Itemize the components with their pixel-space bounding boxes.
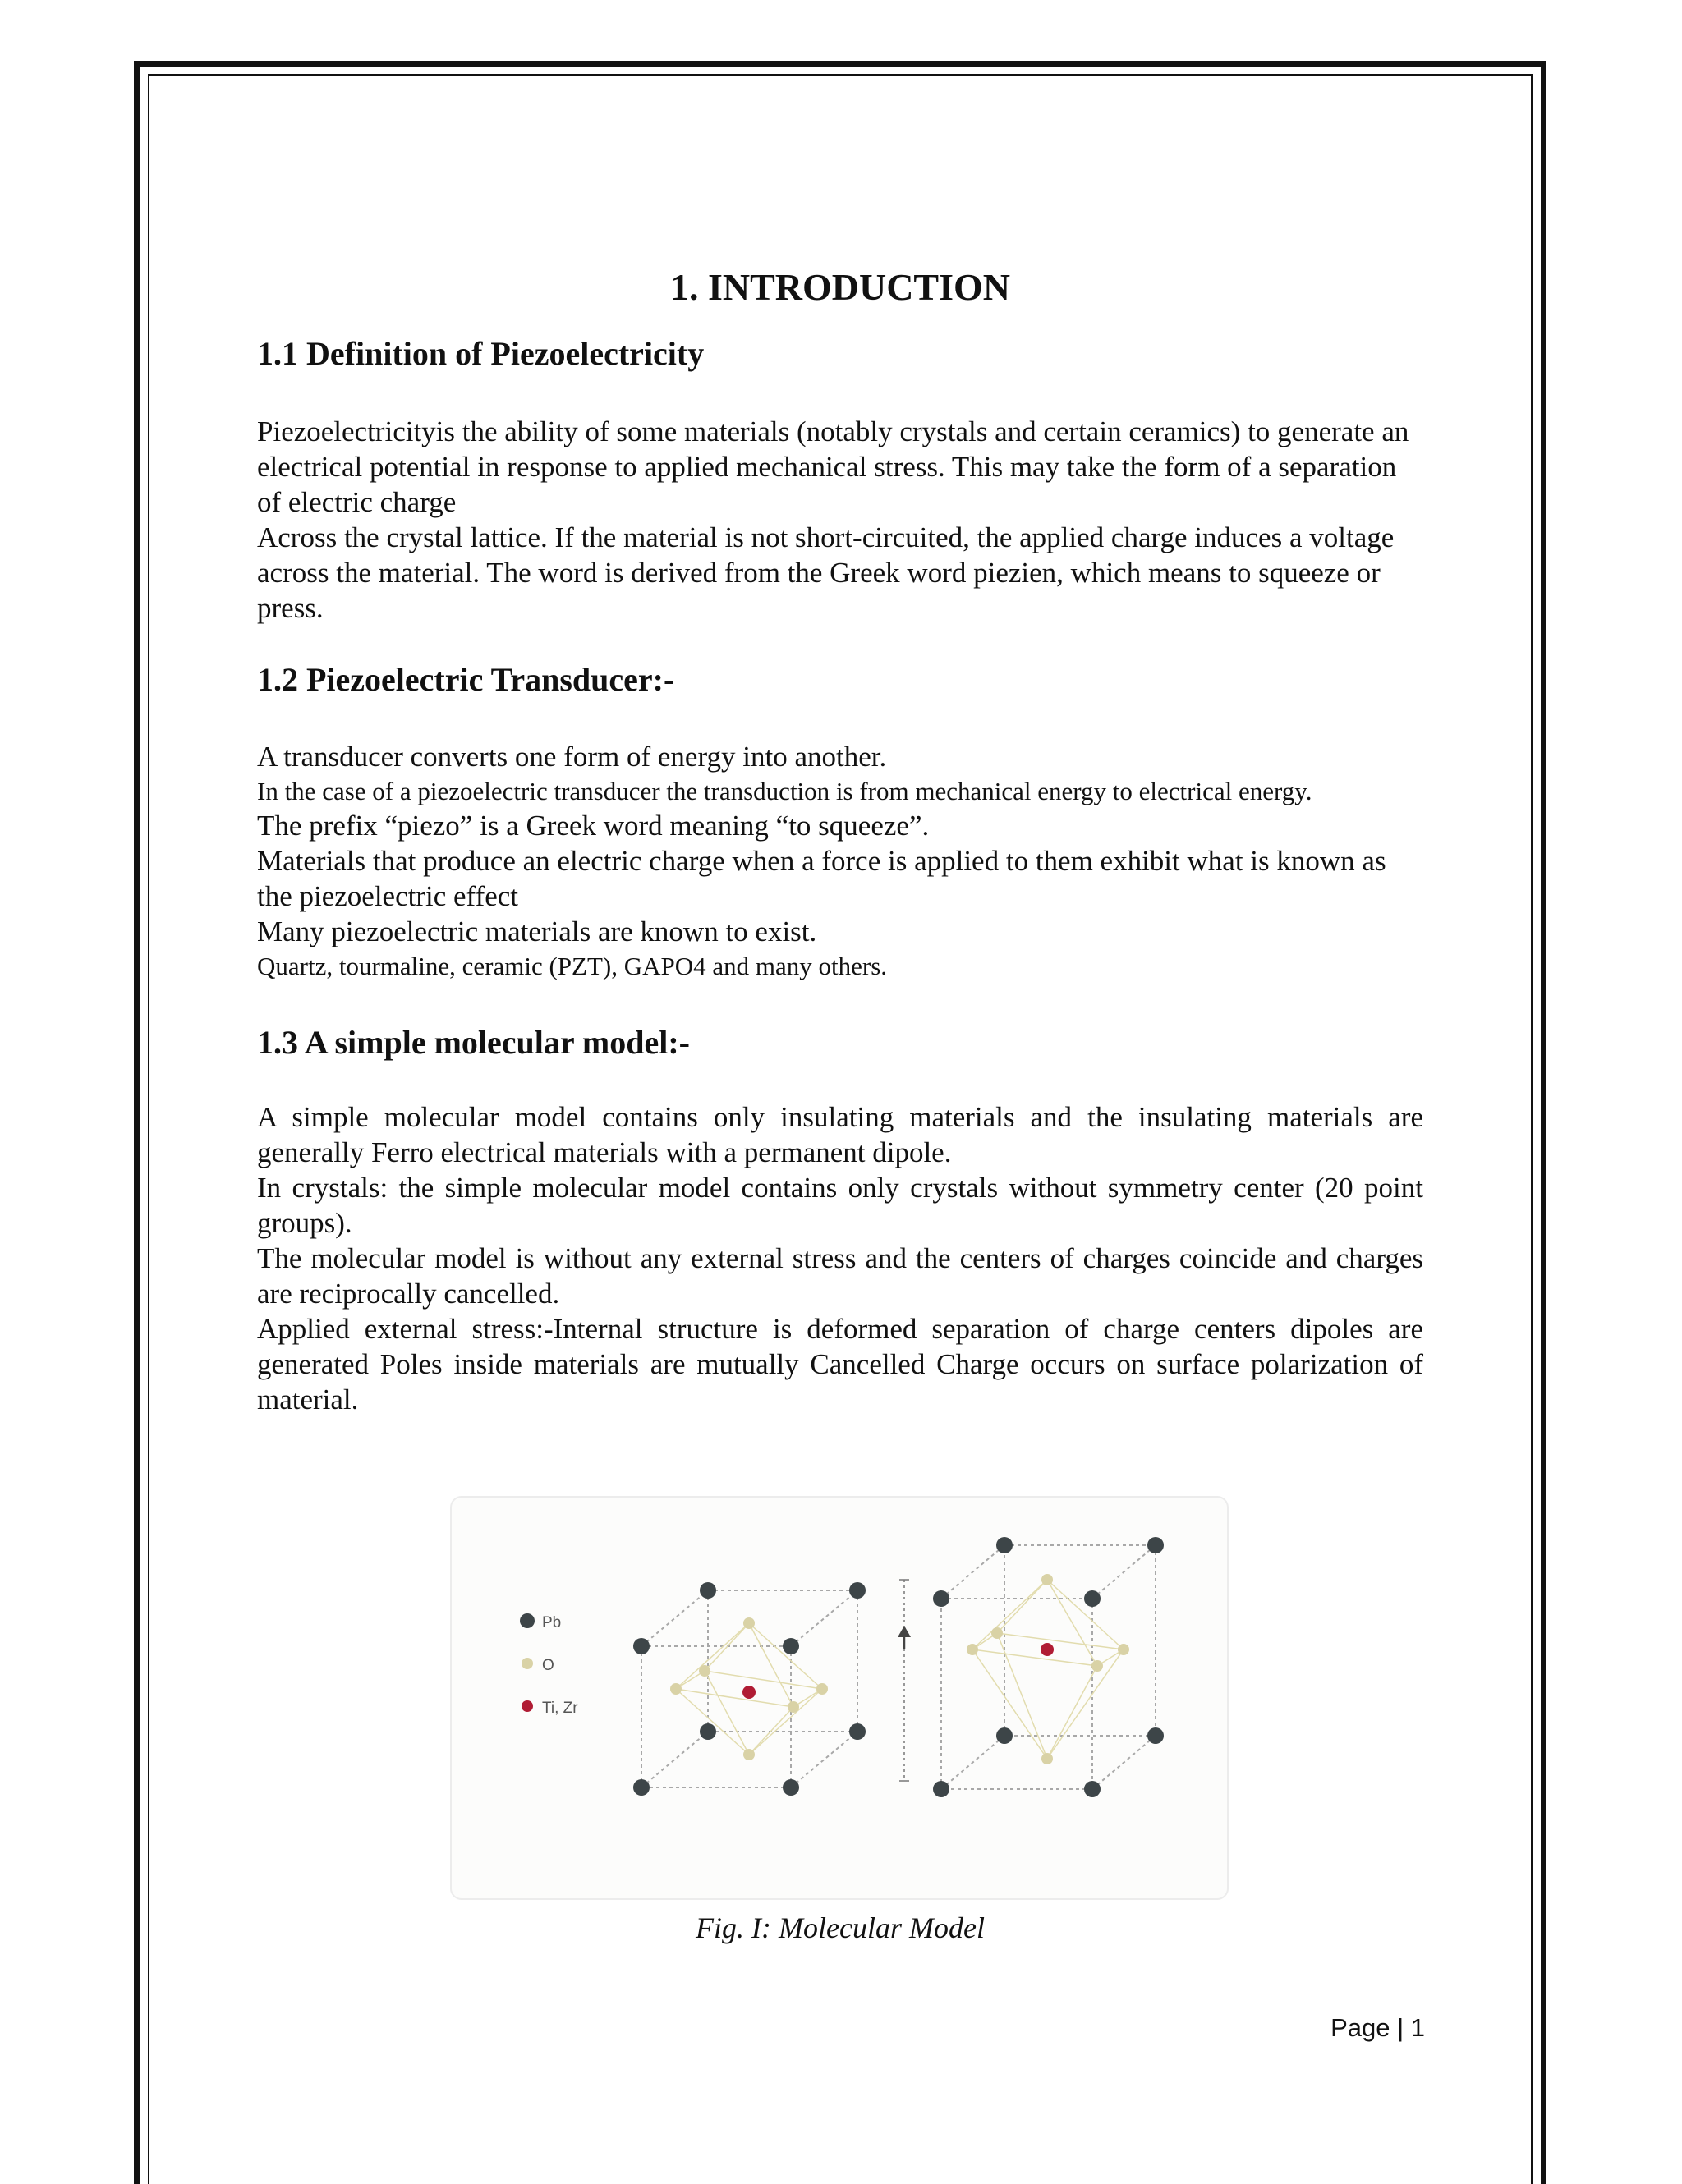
atom-o: [670, 1683, 682, 1695]
atom-pb: [849, 1723, 866, 1740]
atom-pb: [1084, 1590, 1101, 1607]
atom-o: [699, 1665, 710, 1677]
page-number: Page | 1: [1330, 2013, 1425, 2042]
atom-o: [788, 1701, 799, 1713]
atom-pb: [700, 1723, 716, 1740]
atom-pb: [1084, 1781, 1101, 1797]
atom-pb: [700, 1582, 716, 1599]
paragraph: In the case of a piezoelectric transducer the transduction is from mechanical energy to electrical energy.: [257, 777, 1312, 805]
paragraph: Materials that produce an electric charge when a force is applied to them exhibit what is known as the piezoelectric effect: [257, 845, 1386, 912]
legend: [520, 1613, 578, 1717]
paragraph: In crystals: the simple molecular model contains only crystals without symmetry center (20 point groups).: [257, 1172, 1423, 1239]
atom-pb: [996, 1727, 1013, 1744]
atom-pb: [783, 1638, 799, 1654]
atom-o: [1091, 1660, 1103, 1672]
atoms-left: [633, 1582, 866, 1796]
atom-o: [1041, 1753, 1053, 1764]
atom-o: [967, 1644, 978, 1655]
atom-o: [991, 1627, 1003, 1639]
section-heading-1-2: 1.2 Piezoelectric Transducer:-: [257, 661, 675, 698]
atom-ti-zr: [742, 1686, 756, 1699]
legend-label-o: O: [542, 1657, 554, 1674]
atom-o: [1118, 1644, 1129, 1655]
atom-pb: [933, 1781, 949, 1797]
paragraph: Quartz, tourmaline, ceramic (PZT), GAPO4 and many others.: [257, 952, 888, 980]
page-title: 1. INTRODUCTION: [669, 266, 1011, 308]
paragraph: A simple molecular model contains only insulating materials and the insulating materials are generally Ferro electrical materials with a permanent dipole.: [257, 1101, 1423, 1168]
legend-dot-o: [522, 1658, 533, 1669]
paragraph: Across the crystal lattice. If the material is not short-circuited, the applied charge induces a voltage across the material. The word is derived from the Greek word piezien, which means to squeeze or press.: [257, 521, 1395, 624]
molecular-model-figure: [450, 1496, 1229, 1900]
atom-pb: [783, 1779, 799, 1796]
atom-o: [743, 1749, 755, 1760]
atom-pb: [933, 1590, 949, 1607]
figure-caption: Fig. I: Molecular Model: [696, 1911, 985, 1944]
atom-o: [816, 1683, 828, 1695]
atom-pb: [849, 1582, 866, 1599]
atom-pb: [996, 1537, 1013, 1553]
legend-label-ti-zr: Ti, Zr: [542, 1700, 578, 1717]
atom-pb: [633, 1638, 650, 1654]
paragraph: The molecular model is without any external stress and the centers of charges coincide and charges are reciprocally cancelled.: [257, 1242, 1423, 1310]
atom-pb: [633, 1779, 650, 1796]
legend-dot-ti-zr: [522, 1700, 533, 1712]
atom-ti-zr: [1041, 1643, 1054, 1656]
legend-dot-pb: [520, 1613, 535, 1628]
atom-o: [1041, 1574, 1053, 1585]
molecular-model-diagram: [452, 1498, 1227, 1898]
paragraph: Many piezoelectric materials are known to exist.: [257, 915, 817, 947]
elongation-arrow: [898, 1580, 911, 1781]
legend-label-pb: Pb: [542, 1614, 562, 1631]
section-heading-1-1: 1.1 Definition of Piezoelectricity: [257, 335, 705, 372]
document-body: [257, 263, 1423, 1417]
section-heading-1-3: 1.3 A simple molecular model:-: [257, 1024, 690, 1061]
atom-pb: [1147, 1727, 1164, 1744]
paragraph: The prefix “piezo” is a Greek word meaning “to squeeze”.: [257, 810, 930, 842]
paragraph: Piezoelectricityis the ability of some materials (notably crystals and certain ceramics) to generate an electrical potential in response to applied mechanical stress. This may take the form of a separation of electric charge: [257, 415, 1409, 518]
paragraph: Applied external stress:-Internal structure is deformed separation of charge centers dipoles are generated Poles inside materials are mutually Cancelled Charge occurs on surface polarization of material.: [257, 1313, 1423, 1415]
paragraph: A transducer converts one form of energy into another.: [257, 741, 887, 773]
atom-o: [743, 1617, 755, 1629]
atom-pb: [1147, 1537, 1164, 1553]
